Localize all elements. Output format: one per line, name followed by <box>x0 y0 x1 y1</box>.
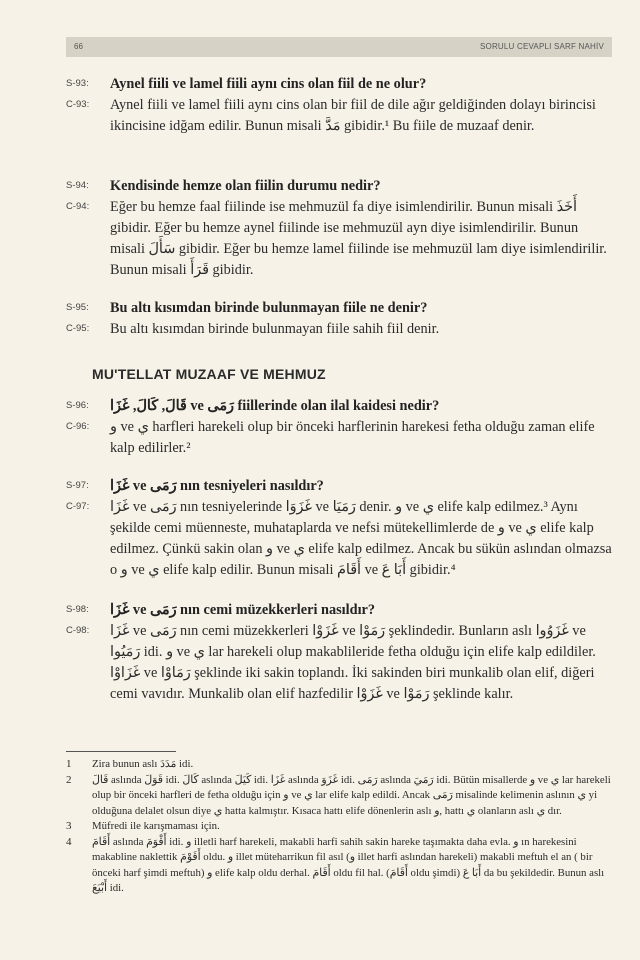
answer-text: غَزَا ve رَمَى nın tesniyelerinde غَزَوَا ve رَمَيَا denir. و ve ي elife kalp edilmez.³ Aynı şekilde cemi müenneste, muhataplarda ve nefsi mütekellimlerde de و ve ي elife kalp edilmez. Çünkü sakin olan و ve ي elife kalp edilmez. Ancak bu sükün aslından olmazsa o و ve ي elife kalp edilir. Bunun misali أَقَامَ ve أَبَا عَ gibidir.⁴ <box>110 499 612 578</box>
answer <box>66 417 616 459</box>
footnote <box>66 835 614 897</box>
footnote-text: أَقَامَ aslında أَقْوَمَ idi. و illetli harf harekeli, makabli harfi sahih sakin hareke taşımakta daha evla. و ın harekesini makabline naklettik أَقَوْمَ oldu. و illet müteharrikun fil asıl (و illet harfi aslından harekeli) makabli meftuh el an ( bir önceki harf şimdi meftuh) و elife kalp oldu derhal. أَقَامَ oldu fil hal. (أَقَامَ oldu şimdi) أَبَا عَ da bu şekildedir. Bunun aslı أَبْيَعَ idi. <box>92 835 605 894</box>
footnote <box>66 773 614 820</box>
question <box>66 74 616 95</box>
answer-text: و ve ي harfleri harekeli olup bir önceki harflerinin harekesi fetha olduğu zaman elife kalp edilirler.² <box>110 419 595 456</box>
question <box>66 396 616 417</box>
footnote-divider <box>66 751 176 752</box>
page-number: 66 <box>74 42 83 51</box>
answer-label: C-95: <box>66 323 90 334</box>
answer <box>66 95 616 137</box>
answer-label: C-98: <box>66 625 90 636</box>
question-text: غَزَا ve رَمَى nın tesniyeleri nasıldır? <box>110 478 324 494</box>
answer-label: C-93: <box>66 99 90 110</box>
footnotes <box>66 757 614 897</box>
question <box>66 298 616 319</box>
answer-label: C-96: <box>66 421 90 432</box>
qa-block-96 <box>66 396 616 459</box>
question-text: قَالَ, كَالَ, غَزَا ve رَمَى fiillerinde olan ilal kaidesi nedir? <box>110 398 440 414</box>
answer <box>66 319 616 340</box>
question-label: S-95: <box>66 302 89 313</box>
footnote-number: 3 <box>66 820 72 832</box>
footnote-number: 2 <box>66 773 72 786</box>
question-label: S-93: <box>66 78 89 89</box>
qa-block-93 <box>66 74 616 137</box>
answer-text: Eğer bu hemze faal fiilinde ise mehmuzül fa diye isimlendirilir. Bunun misali أَخَذَ gibidir. Eğer bu hemze aynel fiilinde ise mehmuzül ayn diye isimlendirilir. Bunun misali سَأَلَ gibidir. Eğer bu hemze lamel fiilinde ise mehmuzül lam diye isimlendirilir. Bunun misali قَرَأَ gibidir. <box>110 199 607 278</box>
answer-text: Bu altı kısımdan birinde bulunmayan fiile sahih fiil denir. <box>110 321 440 337</box>
question-text: غَزَا ve رَمَى nın cemi müzekkerleri nasıldır? <box>110 602 376 618</box>
footnote <box>66 819 614 835</box>
footnote-number: 1 <box>66 758 72 770</box>
qa-block-94 <box>66 176 616 281</box>
answer-label: C-97: <box>66 501 90 512</box>
footnote-text: Zira bunun aslı مَدَدَ idi. <box>92 758 194 770</box>
answer-text: Aynel fiili ve lamel fiili aynı cins olan bir fiil de dile ağır geldiğinden dolayı birincisi ikincisine idğam edilir. Bunun misali مَدَّ gibidir.¹ Bu fiile de muzaaf denir. <box>110 97 596 134</box>
question-label: S-96: <box>66 400 89 411</box>
footnote-text: Müfredi ile karışmaması için. <box>92 820 220 832</box>
answer <box>66 197 616 281</box>
question-label: S-97: <box>66 480 89 491</box>
footnote-text: قَالَ aslında قَوَلَ idi. كَالَ aslında كَيَلَ idi. غَزَا aslında غَزَوَ idi. رَمَى aslında رَمَيَ idi. Bütün misallerde و ve ي lar harekeli olup bir önceki harfleri de fetha olduğu için و ve ي lar elife kalp edildi. Ancak رَمَى misalinde kelimenin aslının ي yi olduğuna delalet olsun diye ي hatta kalmıştır. Kısaca hattı elife dönenlerin aslı و, hattı ي olanların aslı ي dır. <box>92 773 611 817</box>
answer-text: غَزَا ve رَمَى nın cemi müzekkerleri غَزَوْا ve رَمَوْا şeklindedir. Bunların aslı غَزَوُوا ve رَمَيُوا idi. و ve ي lar harekeli olup makablileride fetha olduğu için elife kalp edildiler. غَزَاوْا ve رَمَاوْا şeklinde iki sakin toplandı. İki sakinden biri munkalib olan elif, diğeri cemi vavıdır. Munkalib olan elif hazfedilir غَزَوْا ve رَمَوْا şeklinde kalır. <box>110 623 596 702</box>
section-title: MU'TELLAT MUZAAF VE MEHMUZ <box>92 366 326 382</box>
qa-block-95 <box>66 298 616 340</box>
qa-block-98 <box>66 600 616 705</box>
question-text: Bu altı kısımdan birinde bulunmayan fiile ne denir? <box>110 300 428 316</box>
question <box>66 176 616 197</box>
question-label: S-94: <box>66 180 89 191</box>
question <box>66 600 616 621</box>
answer-label: C-94: <box>66 201 90 212</box>
footnote <box>66 757 614 773</box>
question-text: Kendisinde hemze olan fiilin durumu nedir? <box>110 178 381 194</box>
answer <box>66 621 616 705</box>
question-label: S-98: <box>66 604 89 615</box>
page-header <box>66 37 612 57</box>
qa-block-97 <box>66 476 616 581</box>
footnote-number: 4 <box>66 835 72 848</box>
answer <box>66 497 616 581</box>
question-text: Aynel fiili ve lamel fiili aynı cins olan fiil de ne olur? <box>110 76 427 92</box>
question <box>66 476 616 497</box>
running-title: SORULU CEVAPLI SARF NAHİV <box>480 42 604 51</box>
